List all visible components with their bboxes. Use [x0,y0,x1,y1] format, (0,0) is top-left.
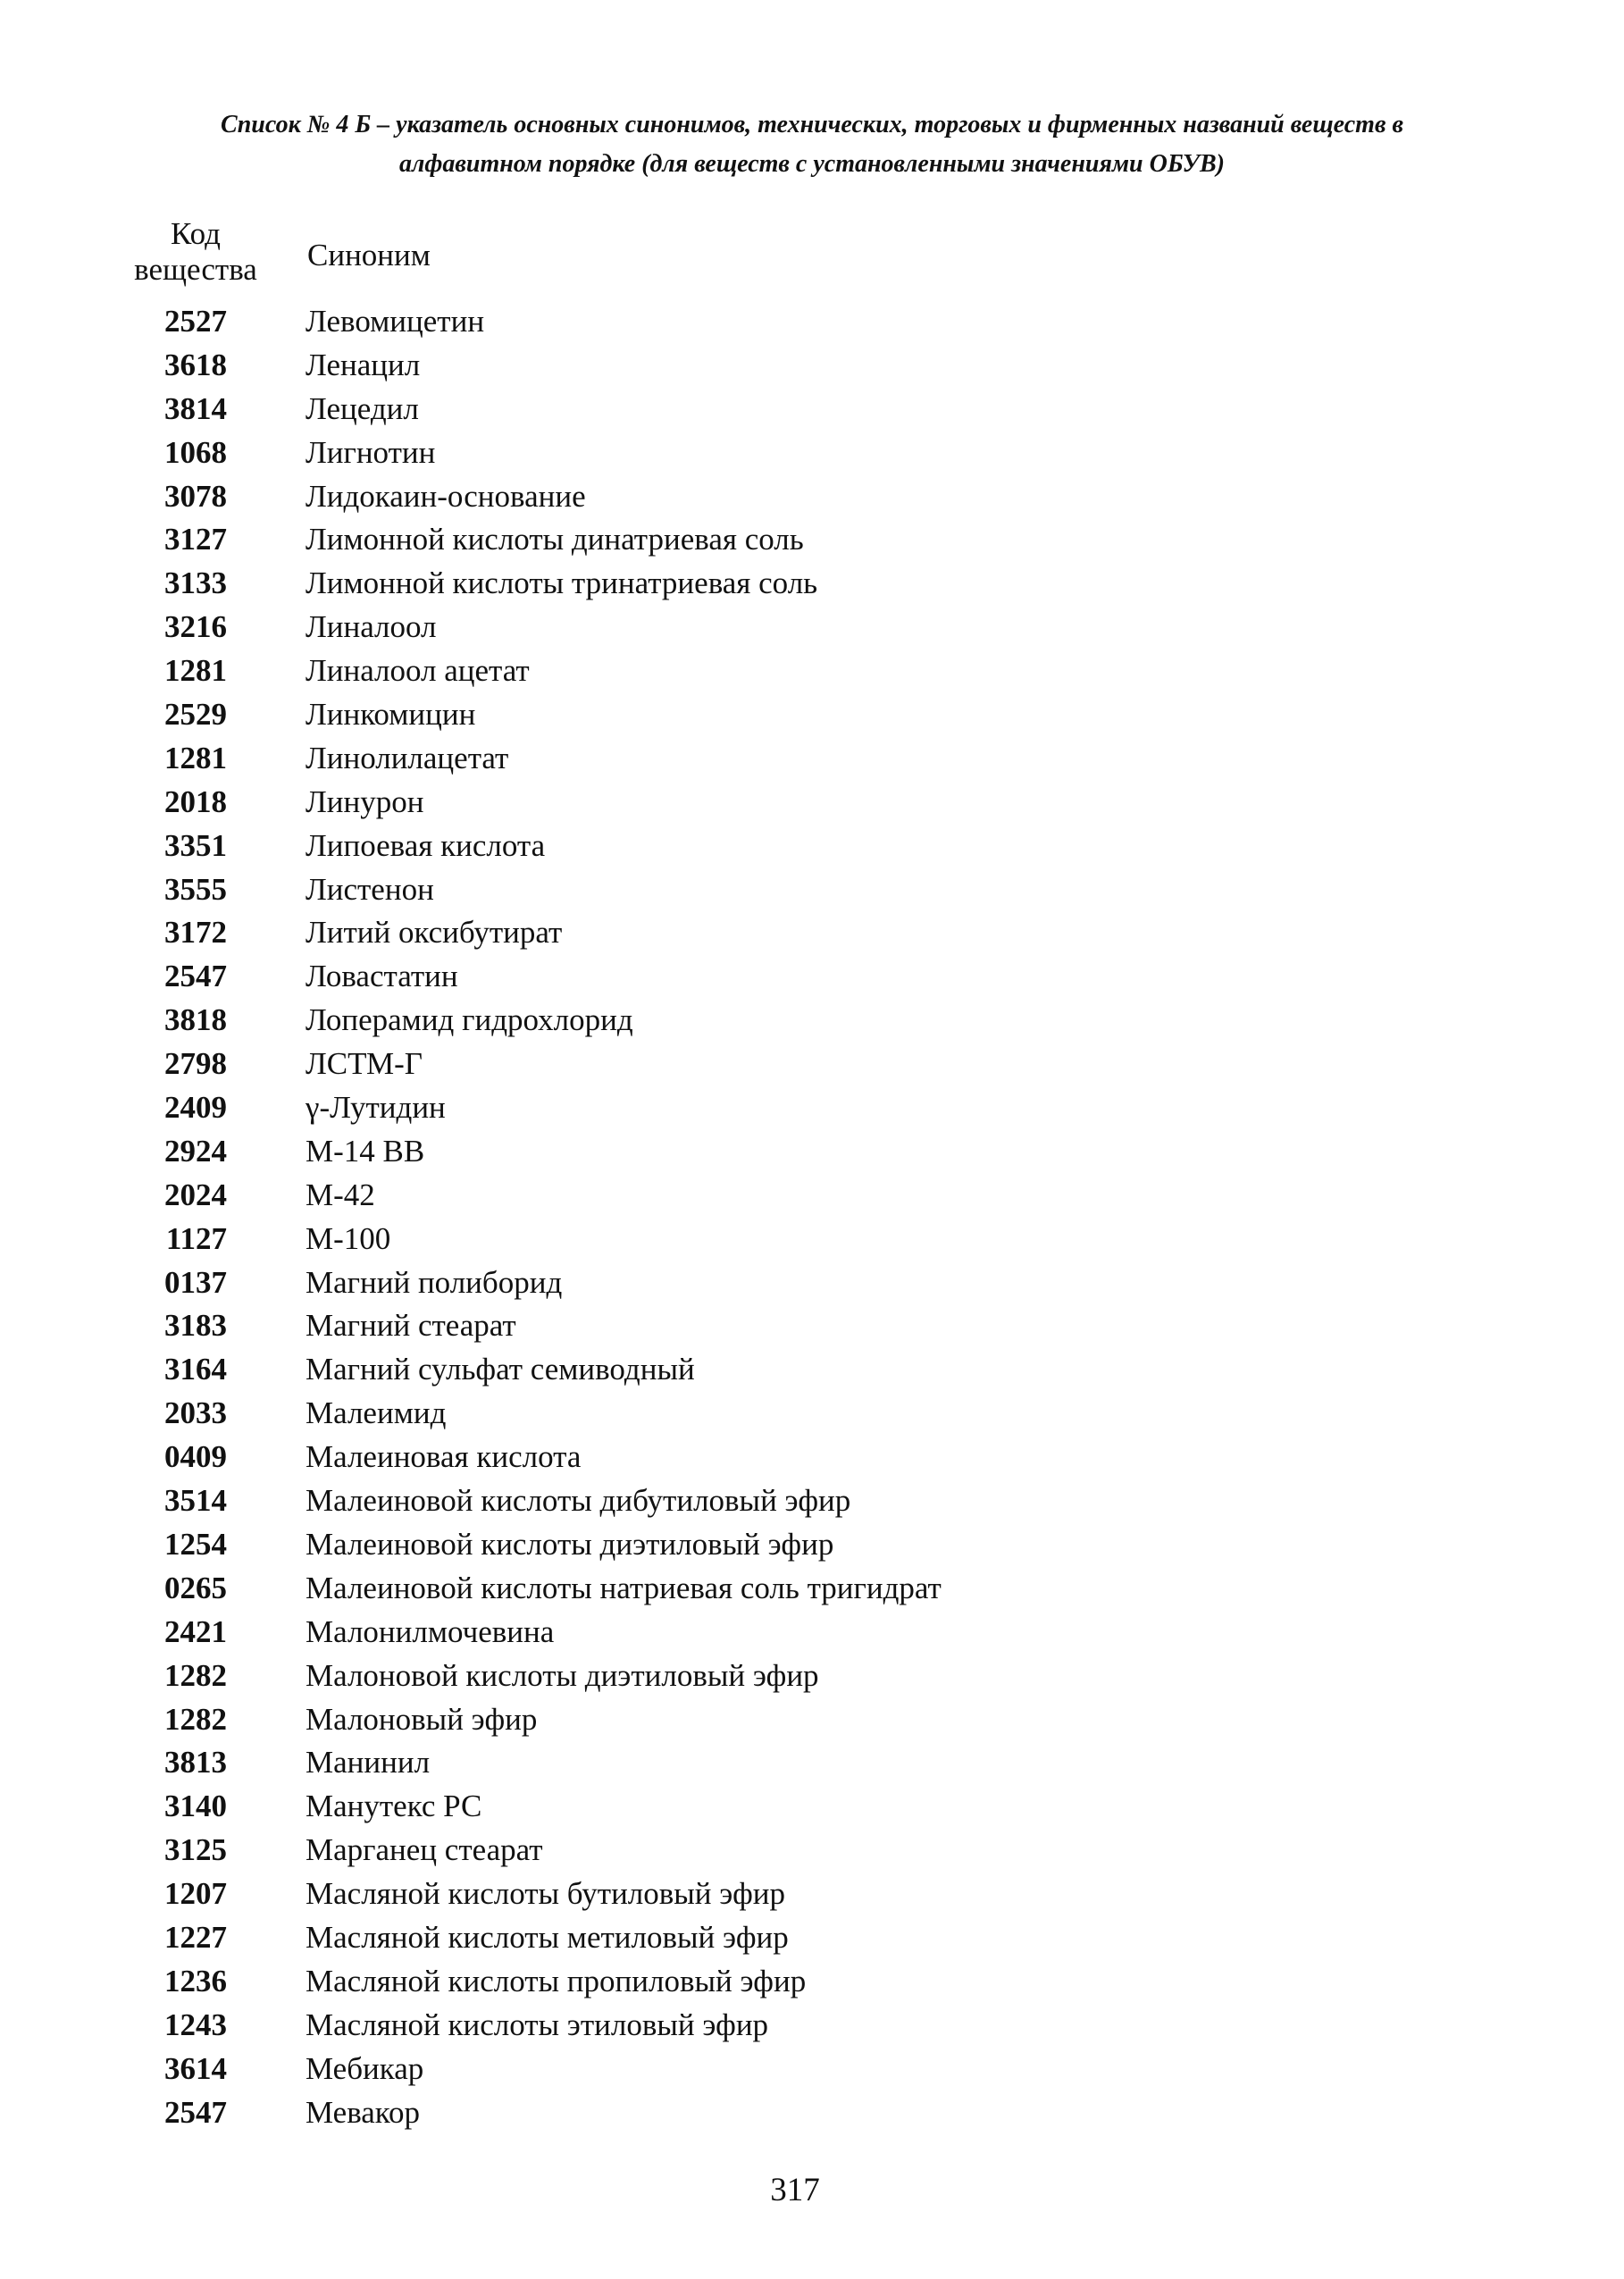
column-header-code [125,216,266,288]
table-row [0,606,1624,649]
substance-code: 3618 [164,347,227,382]
synonym-name: Малонилмочевина [306,1613,555,1649]
table-row [0,737,1624,781]
substance-code: 1281 [164,740,227,775]
synonym-name: М-14 ВВ [306,1133,425,1169]
table-row [0,344,1624,388]
table-row [0,1261,1624,1305]
synonym-name: Лецедил [306,390,419,426]
substance-code: 2033 [164,1395,227,1431]
substance-code: 3127 [164,522,227,557]
synonym-name: Литий оксибутират [306,915,563,951]
substance-code: 2024 [164,1177,227,1212]
substance-code: 2547 [164,2094,227,2130]
synonym-name: Масляной кислоты метиловый эфир [306,1919,789,1955]
synonym-name: Лигнотин [306,434,436,470]
substance-code: 3164 [164,1352,227,1387]
table-row [0,1043,1624,1086]
table-row [0,1785,1624,1829]
substance-code: 1227 [164,1919,227,1955]
substance-code: 2798 [164,1046,227,1082]
substance-code: 1282 [164,1657,227,1693]
table-row [0,1479,1624,1523]
table-row [0,955,1624,999]
table-row [0,1304,1624,1348]
synonym-name: Листенон [306,871,434,907]
table-row [0,1523,1624,1567]
table-row [0,1174,1624,1218]
table-row [0,300,1624,344]
table-row [0,2048,1624,2091]
synonym-name: Магний полиборид [306,1264,563,1300]
table-row [0,1086,1624,1130]
synonym-name: М-42 [306,1177,375,1212]
table-row [0,2004,1624,2048]
table-row [0,1873,1624,1916]
substance-code: 3614 [164,2050,227,2086]
synonym-name: Лидокаин-основание [306,478,586,514]
column-header-code-line1: Код [171,216,221,251]
synonym-name: Лимонной кислоты динатриевая соль [306,522,804,557]
synonym-name: Малоновый эфир [306,1701,538,1737]
substance-code: 1282 [164,1701,227,1737]
table-row [0,2091,1624,2135]
substance-code: 3172 [164,915,227,951]
substance-code: 3351 [164,827,227,863]
table-row [0,649,1624,693]
substance-code: 0137 [164,1264,227,1300]
table-row [0,1916,1624,1960]
synonym-name: Левомицетин [306,304,485,339]
synonym-name: Липоевая кислота [306,827,546,863]
substance-code: 1068 [164,434,227,470]
synonym-name: Манинил [306,1745,431,1780]
title-line-2: алфавитном порядке (для веществ с установленными значениями ОБУВ) [398,150,1225,178]
table-row [0,1436,1624,1479]
table-row [0,1567,1624,1611]
substance-code: 3140 [164,1789,227,1824]
substance-code: 3216 [164,609,227,645]
table-row [0,1348,1624,1392]
table-row [0,1741,1624,1785]
synonym-name: Масляной кислоты пропиловый эфир [306,1963,807,1998]
table-row [0,1218,1624,1261]
substance-code: 2527 [164,304,227,339]
table-row [0,1960,1624,2004]
synonym-name: Малеиновой кислоты диэтиловый эфир [306,1526,834,1562]
synonym-name: Малеимид [306,1395,447,1431]
synonym-name: Ленацил [306,347,421,382]
substance-code: 1243 [164,2007,227,2042]
substance-code: 2409 [164,1090,227,1126]
substance-code: 0265 [164,1570,227,1605]
synonym-name: Масляной кислоты бутиловый эфир [306,1876,786,1912]
synonym-name: Мебикар [306,2050,424,2086]
table-row [0,1655,1624,1698]
table-row [0,693,1624,737]
substance-code: 3555 [164,871,227,907]
synonym-name: ЛСТМ-Г [306,1046,423,1082]
synonym-name: Малеиновой кислоты дибутиловый эфир [306,1483,851,1519]
substance-code: 1207 [164,1876,227,1912]
synonym-name: Марганец стеарат [306,1832,543,1868]
table-row [0,1392,1624,1436]
substance-code: 3133 [164,566,227,601]
table-row [0,1130,1624,1174]
substance-code: 3813 [164,1745,227,1780]
synonym-name: γ-Лутидин [306,1090,446,1126]
synonym-name: Масляной кислоты этиловый эфир [306,2007,769,2042]
substance-code: 1281 [164,653,227,689]
synonym-name: Мевакор [306,2094,421,2130]
table-row [0,825,1624,868]
table-row [0,868,1624,912]
page-number: 317 [770,2172,820,2208]
substance-code: 3125 [164,1832,227,1868]
synonym-name: Линолилацетат [306,740,509,775]
column-header-code-line2: вещества [134,252,257,287]
synonym-name: Манутекс РС [306,1789,482,1824]
synonym-name: М-100 [306,1220,391,1256]
synonym-name: Магний стеарат [306,1308,516,1344]
page-title [89,105,1535,184]
synonym-name: Ловастатин [306,959,458,994]
substance-code: 1254 [164,1526,227,1562]
column-header-synonym: Синоним [307,238,431,272]
substance-code: 2018 [164,783,227,819]
table-row [0,432,1624,475]
substance-code: 0409 [164,1439,227,1475]
synonym-name: Линалоол ацетат [306,653,530,689]
substance-code: 2547 [164,959,227,994]
substance-code: 3514 [164,1483,227,1519]
table-row [0,781,1624,825]
synonym-name: Линалоол [306,609,437,645]
substance-code: 2421 [164,1613,227,1649]
synonym-name: Малоновой кислоты диэтиловый эфир [306,1657,819,1693]
table-row [0,1698,1624,1742]
synonym-name: Малеиновая кислота [306,1439,582,1475]
table-row [0,911,1624,955]
table-row [0,475,1624,519]
synonym-table [0,300,1624,2134]
table-row [0,562,1624,606]
substance-code: 3078 [164,478,227,514]
synonym-name: Линкомицин [306,697,476,733]
synonym-name: Малеиновой кислоты натриевая соль тригидрат [306,1570,942,1605]
substance-code: 2529 [164,697,227,733]
substance-code: 3818 [164,1002,227,1038]
table-row [0,999,1624,1043]
table-row [0,518,1624,562]
substance-code: 3183 [164,1308,227,1344]
table-row [0,388,1624,432]
synonym-name: Магний сульфат семиводный [306,1352,695,1387]
substance-code: 2924 [164,1133,227,1169]
substance-code: 1127 [165,1220,227,1256]
substance-code: 3814 [164,390,227,426]
synonym-name: Лимонной кислоты тринатриевая соль [306,566,818,601]
synonym-name: Лоперамид гидрохлорид [306,1002,633,1038]
synonym-name: Линурон [306,783,424,819]
table-row [0,1611,1624,1655]
substance-code: 1236 [164,1963,227,1998]
title-line-1: Список № 4 Б – указатель основных синонимов, технических, торговых и фирменных названий веществ в [221,111,1403,138]
table-row [0,1829,1624,1873]
